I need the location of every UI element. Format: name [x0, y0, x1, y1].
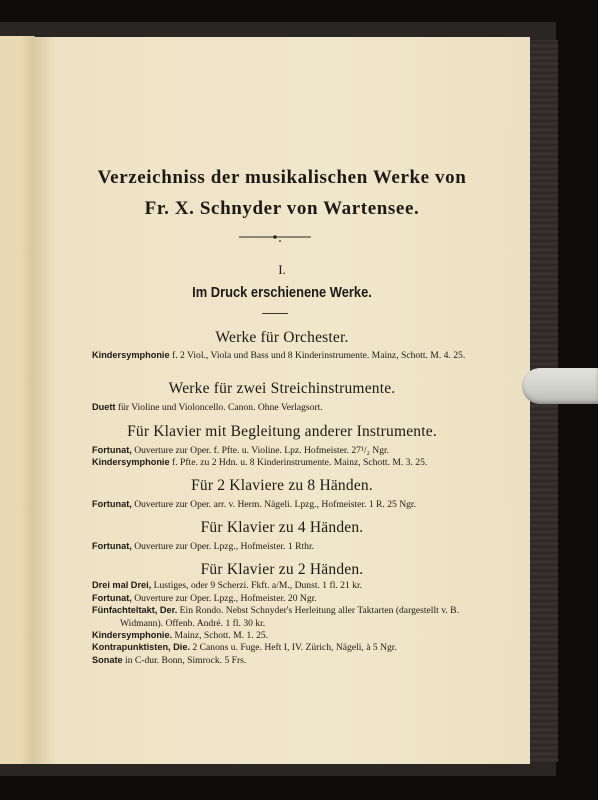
part-number: I. [278, 262, 286, 277]
list-item [92, 604, 466, 630]
list-item [92, 498, 464, 512]
work-title: Fortunat, [92, 445, 132, 455]
work-title: Fortunat, [92, 593, 132, 603]
page-title-line-2: Fr. X. Schnyder von Wartensee. [144, 198, 420, 219]
work-title: Sonate [92, 655, 123, 665]
work-title: Fünfachteltakt, Der. [92, 605, 178, 615]
work-details: Mainz, Schott. M. 1. 25. [172, 630, 269, 641]
section-heading-orchester: Werke für Orchester. [215, 329, 349, 346]
short-rule [262, 313, 288, 314]
work-details: für Violine und Violoncello. Canon. Ohne Verlagsort. [115, 402, 323, 413]
work-title: Drei mal Drei, [92, 580, 152, 590]
work-title: Fortunat, [92, 541, 132, 551]
work-title: Kindersymphonie. [92, 630, 173, 640]
section-heading-klavier-begleitung: Für Klavier mit Begleitung anderer Instrumente. [127, 423, 437, 440]
page-title-line-1: Verzeichniss der musikalischen Werke von [97, 167, 467, 188]
work-details: in C-dur. Bonn, Simrock. 5 Frs. [122, 655, 247, 666]
work-title: Duett [92, 402, 116, 412]
facing-page-edge [0, 36, 35, 764]
work-details: Ouverture zur Oper. Lpzg., Hofmeister. 1 Rthr. [131, 541, 315, 552]
list-item [92, 349, 466, 363]
work-details: Ouverture zur Oper. arr. v. Herm. Nägeli. Lpzg., Hofmeister. 1 R. 25 Ngr. [131, 499, 416, 510]
work-details: Lustiges, oder 9 Scherzi. Fkft. a/M., Dunst. 1 fl. 21 kr. [151, 580, 363, 591]
work-title: Kontrapunktisten, Die. [92, 642, 191, 652]
list-item [92, 641, 464, 655]
section-heading-2-klaviere: Für 2 Klaviere zu 8 Händen. [191, 477, 373, 494]
book-page [34, 37, 530, 764]
work-title: Fortunat, [92, 499, 132, 509]
work-details: Ouverture zur Oper. Lpzg., Hofmeister. 20 Ngr. [131, 593, 317, 604]
section-heading-streichinstrumente: Werke für zwei Streichinstrumente. [168, 380, 396, 397]
work-title: Kindersymphonie [92, 457, 170, 467]
work-details: Ouverture zur Oper. f. Pfte. u. Violine. Lpz. Hofmeister. 27¹/₂ Ngr. [131, 445, 390, 456]
list-item [92, 579, 464, 593]
work-details: Ein Rondo. Nebst Schnyder's Herleitung aller Taktarten (dargestellt v. B. Widmann). Offenb. André. 1 fl. 30 kr. [120, 605, 459, 629]
list-item [92, 540, 464, 554]
section-heading-2-haenden: Für Klavier zu 2 Händen. [200, 561, 364, 578]
section-heading-4-haenden: Für Klavier zu 4 Händen. [200, 519, 364, 536]
part-heading: Im Druck erschienene Werke. [192, 284, 372, 301]
work-details: 2 Canons u. Fuge. Heft I, IV. Zürich, Nägeli, à 5 Ngr. [190, 642, 397, 653]
list-item [92, 456, 464, 470]
work-title: Kindersymphonie [92, 350, 170, 360]
list-item [92, 401, 464, 415]
ornament-divider [239, 233, 311, 243]
work-details: f. Pfte. zu 2 Hdn. u. 8 Kinderinstrumente. Mainz, Schott. M. 3. 25. [169, 457, 428, 468]
page-clip [522, 368, 598, 404]
work-details: f. 2 Viol., Viola und Bass und 8 Kinderinstrumente. Mainz, Schott. M. 4. 25. [169, 350, 466, 361]
list-item [92, 654, 464, 668]
